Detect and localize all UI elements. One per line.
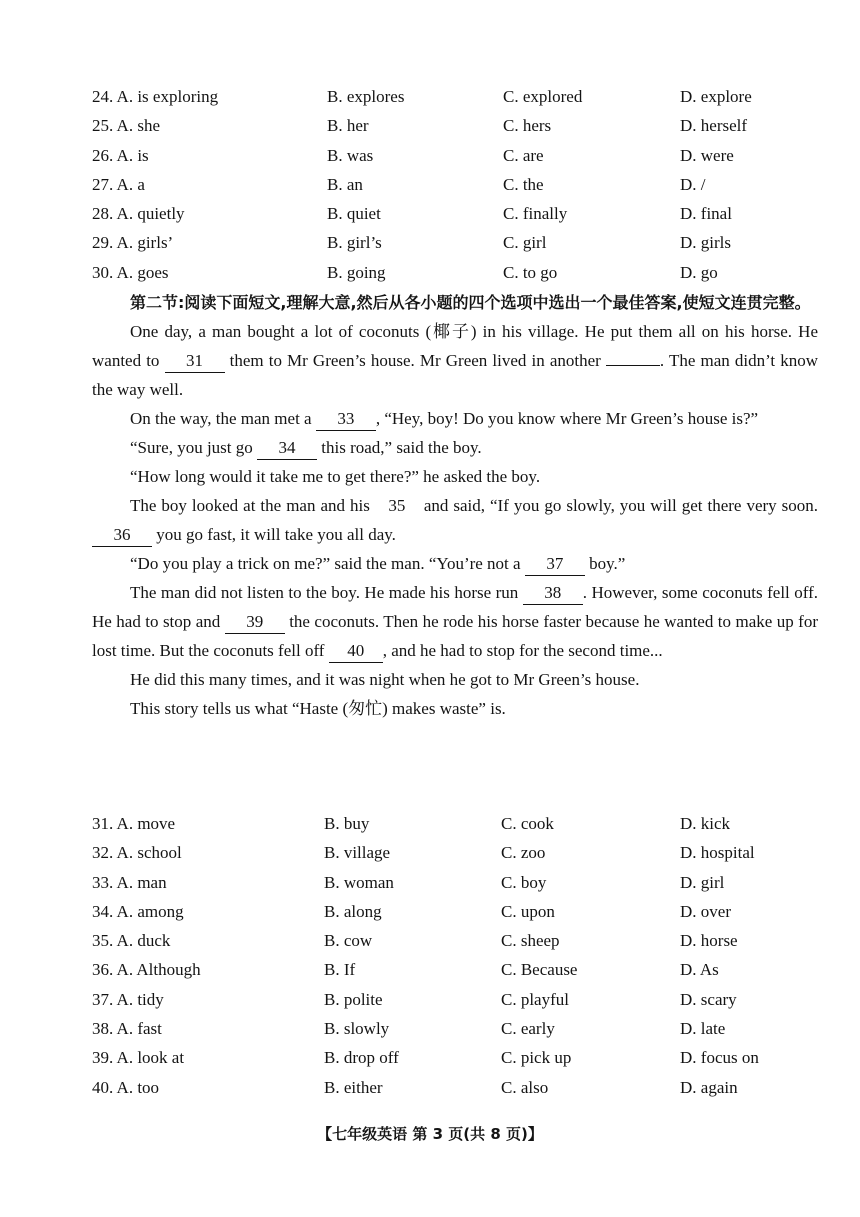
option-a: 37. A. tidy — [92, 989, 164, 1009]
passage-paragraph-8: He did this many times, and it was night when he got to Mr Green’s house. — [130, 670, 640, 689]
option-b: B. If — [324, 960, 356, 980]
option-a: 29. A. girls’ — [92, 233, 174, 253]
option-a: 36. A. Although — [92, 960, 201, 980]
question-row-30 — [0, 258, 860, 287]
question-row-28 — [0, 199, 860, 228]
question-row-26 — [0, 141, 860, 170]
blank-32 — [606, 351, 660, 366]
text: The boy looked at the man and his — [130, 496, 370, 515]
option-c: C. girl — [503, 233, 547, 253]
option-b: B. either — [324, 1077, 383, 1097]
text: . However, some coconuts fell off. He had to stop and — [92, 583, 819, 631]
options-31-40 — [0, 809, 860, 1102]
option-c: C. hers — [503, 116, 552, 136]
option-b: B. was — [327, 145, 374, 165]
option-b: B. cow — [324, 931, 373, 951]
question-row-36 — [0, 955, 860, 984]
option-b: B. village — [324, 843, 391, 863]
option-a: 34. A. among — [92, 901, 184, 921]
text: , “Hey, boy! Do you know where Mr Green’s house is?” — [375, 409, 759, 428]
option-c: C. finally — [503, 204, 568, 224]
text: this road,” said the boy. — [321, 438, 482, 457]
option-b: B. girl’s — [327, 233, 382, 253]
blank-34: 34 — [257, 437, 317, 460]
option-c: C. also — [501, 1077, 549, 1097]
option-a: 30. A. goes — [92, 262, 169, 282]
option-d: D. were — [680, 145, 734, 165]
option-d: D. scary — [680, 989, 737, 1009]
option-b: B. drop off — [324, 1048, 399, 1068]
text: them to Mr Green’s house. Mr Green lived in another — [229, 351, 601, 370]
blank-31: 31 — [165, 350, 225, 373]
option-d: D. horse — [680, 931, 738, 951]
text: the coconuts. Then he rode his horse faster because he wanted to make up for lost time. But the coconuts fell off — [92, 612, 819, 660]
option-b: B. going — [327, 262, 386, 282]
option-a: 31. A. move — [92, 814, 176, 833]
option-d: D. herself — [680, 116, 748, 136]
passage-paragraph-7 — [92, 578, 818, 665]
question-row-40 — [0, 1073, 860, 1102]
passage-paragraph-1 — [92, 317, 818, 404]
option-d: D. / — [680, 174, 706, 194]
blank-35: 35 — [388, 496, 406, 515]
options-24-30 — [0, 82, 860, 287]
option-d: D. girls — [680, 233, 731, 253]
passage-paragraph-6 — [92, 549, 818, 578]
question-row-33 — [0, 868, 860, 897]
option-d: D. kick — [680, 814, 731, 833]
question-row-35 — [0, 926, 860, 955]
option-b: B. along — [324, 901, 382, 921]
text: One day, a man bought a lot of coconuts (椰子) in his village. He put them all on his horse. He wanted to — [92, 322, 818, 370]
blank-33: 33 — [316, 408, 376, 431]
text: , and he had to stop for the second time... — [382, 641, 663, 660]
option-c: C. boy — [501, 872, 547, 892]
option-a: 39. A. look at — [92, 1048, 185, 1068]
option-d: D. hospital — [680, 843, 755, 863]
option-b: B. quiet — [327, 204, 381, 224]
blank-36: 36 — [92, 524, 152, 547]
page-footer: 【七年级英语 第 3 页(共 8 页)】 — [317, 1125, 543, 1143]
blank-37: 37 — [525, 553, 585, 576]
text: “Sure, you just go — [130, 438, 253, 457]
text: “Do you play a trick on me?” said the man. “You’re not a — [130, 554, 521, 573]
option-c: C. sheep — [501, 931, 560, 951]
option-b: B. woman — [324, 872, 394, 892]
option-c: C. upon — [501, 901, 555, 921]
option-a: 40. A. too — [92, 1077, 160, 1097]
option-a: 26. A. is — [92, 145, 149, 165]
option-d: D. girl — [680, 872, 725, 892]
question-row-37 — [0, 985, 860, 1014]
option-c: C. to go — [503, 262, 558, 282]
option-d: D. go — [680, 262, 718, 282]
question-row-27 — [0, 170, 860, 199]
blank-38: 38 — [523, 582, 583, 605]
question-row-29 — [0, 228, 860, 257]
option-c: C. pick up — [501, 1048, 572, 1068]
blank-40: 40 — [329, 640, 383, 663]
option-b: B. slowly — [324, 1019, 390, 1039]
question-row-32 — [0, 838, 860, 867]
option-c: C. early — [501, 1019, 555, 1039]
section-instructions: 第二节:阅读下面短文,理解大意,然后从各小题的四个选项中选出一个最佳答案,使短文连贯完整。 — [130, 293, 811, 312]
option-a: 25. A. she — [92, 116, 160, 136]
option-d: D. explore — [680, 87, 752, 106]
option-c: C. the — [503, 174, 544, 194]
option-c: C. Because — [501, 960, 578, 980]
option-d: D. over — [680, 901, 731, 921]
option-b: B. an — [327, 174, 363, 194]
text: you go fast, it will take you all day. — [156, 525, 396, 544]
text: On the way, the man met a — [130, 409, 312, 428]
option-a: 33. A. man — [92, 872, 167, 892]
option-a: 27. A. a — [92, 174, 145, 194]
option-b: B. polite — [324, 989, 383, 1009]
option-c: C. zoo — [501, 843, 546, 863]
option-d: D. As — [680, 960, 719, 980]
passage-paragraph-5 — [92, 491, 818, 549]
option-a: 24. A. is exploring — [92, 87, 219, 106]
option-b: B. explores — [327, 87, 405, 106]
option-b: B. buy — [324, 814, 370, 833]
cloze-passage — [92, 288, 818, 723]
option-c: C. cook — [501, 814, 554, 833]
question-row-25 — [0, 111, 860, 140]
option-a: 32. A. school — [92, 843, 182, 863]
blank-39: 39 — [225, 611, 285, 634]
option-d: D. again — [680, 1077, 738, 1097]
text: The man did not listen to the boy. He made his horse run — [130, 583, 519, 602]
question-row-38 — [0, 1014, 860, 1043]
text: and said, “If you go slowly, you will get there very soon. — [423, 496, 819, 515]
option-b: B. her — [327, 116, 369, 136]
passage-paragraph-3 — [92, 433, 818, 462]
option-c: C. explored — [503, 87, 583, 106]
passage-paragraph-9: This story tells us what “Haste (匆忙) makes waste” is. — [130, 699, 506, 718]
option-a: 28. A. quietly — [92, 204, 185, 224]
option-d: D. focus on — [680, 1048, 759, 1068]
option-c: C. are — [503, 145, 544, 165]
text: boy.” — [589, 554, 626, 573]
option-c: C. playful — [501, 989, 569, 1009]
question-row-34 — [0, 897, 860, 926]
question-row-24 — [0, 82, 860, 111]
passage-paragraph-2 — [92, 404, 818, 433]
question-row-31 — [0, 809, 860, 838]
option-d: D. final — [680, 204, 732, 224]
text: . The man didn’t know the way well. — [92, 351, 819, 399]
option-d: D. late — [680, 1019, 726, 1039]
option-a: 35. A. duck — [92, 931, 171, 951]
question-row-39 — [0, 1043, 860, 1072]
passage-paragraph-4: “How long would it take me to get there?” he asked the boy. — [130, 467, 541, 486]
option-a: 38. A. fast — [92, 1019, 162, 1039]
